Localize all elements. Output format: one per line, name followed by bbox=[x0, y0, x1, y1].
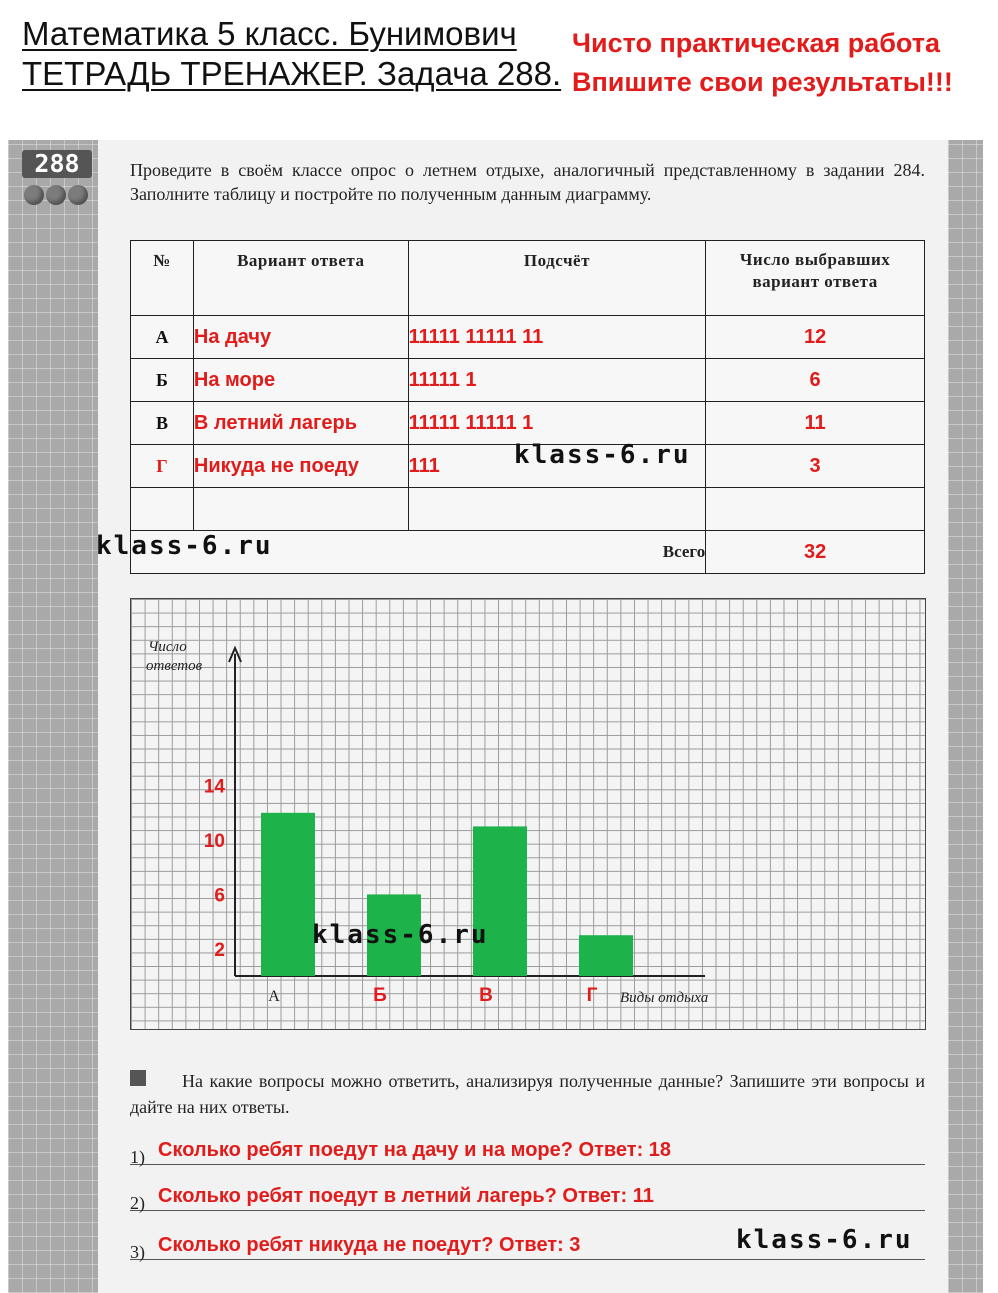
header-note bbox=[572, 24, 953, 102]
row-letter: Б bbox=[131, 359, 194, 402]
difficulty-dot-icon bbox=[68, 185, 88, 205]
answer-line-1 bbox=[130, 1136, 925, 1165]
survey-table bbox=[130, 240, 925, 574]
y-axis-label-line1: Число bbox=[148, 639, 187, 655]
x-axis-label: Виды отдыха bbox=[620, 990, 709, 1006]
column-header-answer: Вариант ответа bbox=[193, 241, 408, 316]
row-letter: А bbox=[131, 316, 194, 359]
watermark: klass-6.ru bbox=[312, 920, 489, 950]
row-tally: 111 bbox=[408, 445, 706, 488]
empty-cell bbox=[193, 488, 408, 531]
difficulty-dots bbox=[24, 185, 90, 210]
row-answer: Никуда не поеду bbox=[193, 445, 408, 488]
table-row-empty bbox=[131, 488, 925, 531]
x-tick-label: Б bbox=[373, 985, 387, 1006]
table-row bbox=[131, 402, 925, 445]
empty-cell bbox=[408, 488, 706, 531]
difficulty-dot-icon bbox=[24, 185, 44, 205]
x-tick-label: В bbox=[479, 985, 493, 1006]
table-row bbox=[131, 316, 925, 359]
row-count: 12 bbox=[706, 316, 925, 359]
x-tick-label: А bbox=[268, 988, 280, 1005]
y-axis-label-line2: ответов bbox=[146, 658, 203, 674]
y-tick-label: 2 bbox=[214, 939, 225, 961]
header-note-line2: Впишите свои результаты!!! bbox=[572, 67, 953, 97]
y-tick-label: 6 bbox=[214, 885, 225, 907]
column-header-number: № bbox=[131, 241, 194, 316]
empty-cell bbox=[131, 488, 194, 531]
task-statement: Проведите в своём классе опрос о летнем отдыхе, аналогичный представленному в задании 284. Заполните таблицу и постройте по полученным данным диаграмму. bbox=[130, 160, 925, 204]
table-row bbox=[131, 359, 925, 402]
page-margin-right bbox=[948, 140, 983, 1293]
page-header bbox=[22, 14, 561, 94]
total-value: 32 bbox=[706, 531, 925, 574]
table-header-row bbox=[131, 241, 925, 316]
bar bbox=[473, 826, 527, 976]
watermark: klass-6.ru bbox=[96, 531, 273, 561]
column-header-count: Число выбравших вариант ответа bbox=[706, 241, 925, 316]
row-count: 3 bbox=[706, 445, 925, 488]
bar bbox=[261, 813, 315, 976]
question-answer: Сколько ребят никуда не поедут? Ответ: 3 bbox=[158, 1234, 581, 1256]
row-letter: Г bbox=[131, 445, 194, 488]
task-number-badge: 288 bbox=[22, 150, 92, 178]
row-answer: На дачу bbox=[193, 316, 408, 359]
total-label: Всего bbox=[131, 531, 706, 574]
page-margin-left bbox=[8, 140, 98, 1293]
row-answer: В летний лагерь bbox=[193, 402, 408, 445]
row-letter: В bbox=[131, 402, 194, 445]
row-tally: 11111 11111 11 bbox=[408, 316, 706, 359]
header-title-line1: Математика 5 класс. Бунимович bbox=[22, 15, 517, 52]
header-note-line1: Чисто практическая работа bbox=[572, 28, 940, 58]
header-title-line2: ТЕТРАДЬ ТРЕНАЖЕР. Задача 288. bbox=[22, 55, 562, 92]
question-number: 2) bbox=[130, 1193, 145, 1213]
column-header-tally: Подсчёт bbox=[408, 241, 706, 316]
question-number: 1) bbox=[130, 1147, 145, 1167]
watermark: klass-6.ru bbox=[514, 440, 691, 470]
questions-prompt: На какие вопросы можно ответить, анализируя полученные данные? Запишите эти вопросы и дайте на них ответы. bbox=[130, 1071, 925, 1117]
row-count: 6 bbox=[706, 359, 925, 402]
row-tally: 11111 1 bbox=[408, 359, 706, 402]
empty-cell bbox=[706, 488, 925, 531]
row-count: 11 bbox=[706, 402, 925, 445]
question-answer: Сколько ребят поедут в летний лагерь? Ответ: 11 bbox=[158, 1185, 654, 1207]
row-answer: На море bbox=[193, 359, 408, 402]
row-tally: 11111 11111 1 bbox=[408, 402, 706, 445]
watermark: klass-6.ru bbox=[736, 1225, 913, 1255]
question-answer: Сколько ребят поедут на дачу и на море? Ответ: 18 bbox=[158, 1139, 672, 1161]
answer-line-2 bbox=[130, 1182, 925, 1211]
x-tick-label: Г bbox=[586, 985, 598, 1006]
question-number: 3) bbox=[130, 1242, 145, 1262]
difficulty-dot-icon bbox=[46, 185, 66, 205]
bar bbox=[579, 935, 633, 976]
y-tick-label: 10 bbox=[203, 831, 225, 852]
bar-chart bbox=[130, 598, 926, 1030]
y-tick-label: 14 bbox=[203, 776, 225, 798]
